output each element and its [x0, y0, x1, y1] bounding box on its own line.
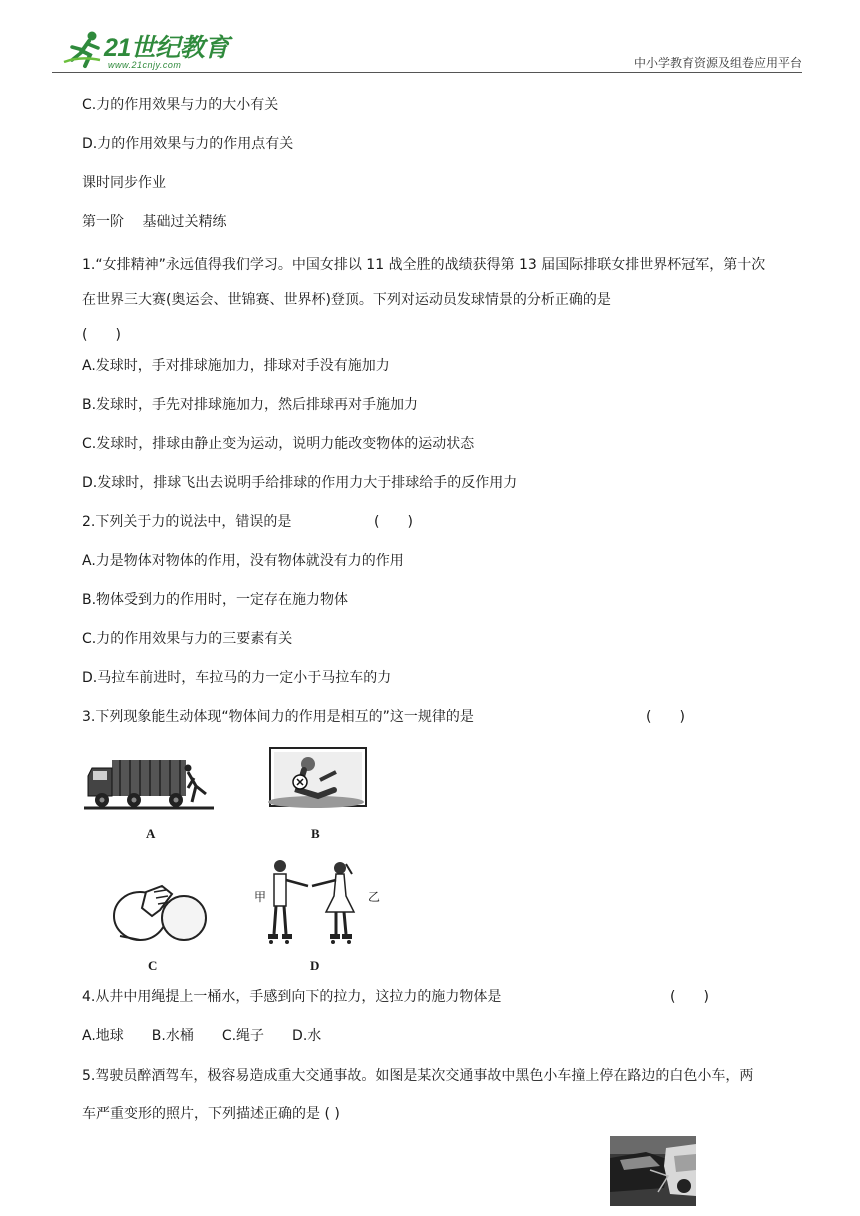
figure-d-skaters [250, 856, 380, 954]
figure-a-truck [84, 754, 214, 816]
q1-option-c: C.发球时，排球由静止变为运动，说明力能改变物体的运动状态 [82, 436, 475, 452]
platform-title: 中小学教育资源及组卷应用平台 [633, 56, 802, 70]
option-d-line: D.力的作用效果与力的作用点有关 [82, 136, 294, 152]
header-divider [52, 72, 802, 73]
question-3: 3.下列现象能生动体现“物体间力的作用是相互的”这一规律的是 [82, 709, 474, 725]
runner-logo-icon [62, 30, 106, 70]
figure-b-goalkeeper [264, 746, 374, 812]
page-header [0, 0, 860, 80]
q2-option-a: A.力是物体对物体的作用，没有物体就没有力的作用 [82, 553, 404, 569]
figure-d-right-label: 乙 [368, 890, 381, 904]
section-title: 课时同步作业 [82, 175, 166, 191]
figure-c-balloon [100, 880, 212, 950]
q4-options: A.地球 B.水桶 C.绳子 D.水 [82, 1028, 322, 1044]
answer-paren: ( ) [374, 514, 413, 530]
figure-d-label: D [310, 958, 320, 973]
answer-paren: ( ) [670, 989, 709, 1005]
q2-option-c: C.力的作用效果与力的三要素有关 [82, 631, 293, 647]
subsection-title: 第一阶 基础过关精练 [82, 214, 227, 230]
figure-a-label: A [146, 826, 156, 841]
question-2: 2.下列关于力的说法中，错误的是 [82, 514, 292, 530]
q2-option-d: D.马拉车前进时，车拉马的力一定小于马拉车的力 [82, 670, 392, 686]
q2-option-b: B.物体受到力的作用时，一定存在施力物体 [82, 592, 349, 608]
answer-paren: ( ) [646, 709, 685, 725]
question-5-line-1: 5.驾驶员醉酒驾车，极容易造成重大交通事故。如图是某次交通事故中黑色小车撞上停在路边的白色小车，两 [82, 1068, 754, 1084]
figure-c-label: C [148, 958, 158, 973]
question-5-line-2: 车严重变形的照片，下列描述正确的是 ( ) [82, 1106, 340, 1122]
q1-option-a: A.发球时，手对排球施加力，排球对手没有施加力 [82, 358, 390, 374]
question-1-line-1: 1.“女排精神”永远值得我们学习。中国女排以 11 战全胜的战绩获得第 13 届国际排联女排世界杯冠军，第十次 [82, 257, 766, 273]
q1-option-d: D.发球时，排球飞出去说明手给排球的作用力大于排球给手的反作用力 [82, 475, 518, 491]
logo-url: www.21cnjy.com [108, 60, 182, 70]
figure-d-left-label: 甲 [254, 890, 267, 904]
option-c-line: C.力的作用效果与力的大小有关 [82, 97, 279, 113]
figure-b-label: B [311, 826, 320, 841]
q1-option-b: B.发球时，手先对排球施加力，然后排球再对手施加力 [82, 397, 419, 413]
answer-paren: ( ) [82, 327, 121, 343]
logo [62, 30, 237, 74]
logo-text: 21世纪教育 [104, 34, 229, 62]
question-4: 4.从井中用绳提上一桶水，手感到向下的拉力，这拉力的施力物体是 [82, 989, 502, 1005]
question-1-line-2: 在世界三大赛(奥运会、世锦赛、世界杯)登顶。下列对运动员发球情景的分析正确的是 [82, 292, 611, 308]
accident-photo [610, 1136, 696, 1206]
